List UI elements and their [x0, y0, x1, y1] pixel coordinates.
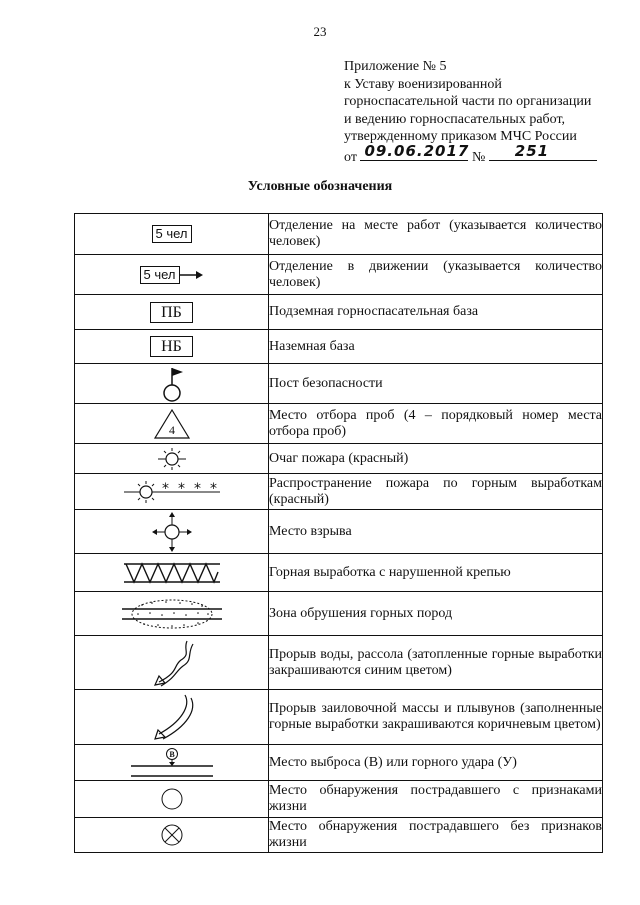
legend-symbol-cell [75, 444, 269, 474]
legend-symbol-cell [75, 510, 269, 554]
legend-row [75, 474, 603, 510]
squad-moving-icon [140, 266, 204, 284]
squad-at-work-icon: 5 чел [152, 225, 192, 243]
legend-symbol-cell [75, 255, 269, 295]
legend-row [75, 404, 603, 444]
legend-table [74, 213, 603, 853]
squad-label: 5 чел [140, 266, 180, 284]
water-breakthrough-icon [147, 638, 197, 688]
date-field [360, 142, 470, 161]
legend-description: Отделение на месте работ (указывается количество человек) [269, 214, 603, 255]
sampling-point-icon [152, 407, 192, 441]
legend-row [75, 255, 603, 295]
legend-symbol-cell [75, 745, 269, 781]
appendix-line: Приложение № 5 [344, 59, 447, 74]
legend-description: Наземная база [269, 330, 603, 364]
legend-description: Место отбора проб (4 – порядковый номер места отбора проб) [269, 404, 603, 444]
handwritten-date: 09.06.2017 [364, 142, 470, 160]
appendix-line: и ведению горноспасательных работ, [344, 111, 566, 127]
legend-row [75, 330, 603, 364]
legend-row [75, 690, 603, 745]
legend-description: Распространение пожара по горным выработкам (красный) [269, 474, 603, 510]
legend-row [75, 364, 603, 404]
legend-row [75, 554, 603, 592]
legend-row [75, 510, 603, 554]
fire-source-icon [152, 446, 192, 472]
legend-row [75, 214, 603, 255]
appendix-date-line [344, 142, 629, 167]
legend-symbol-cell [75, 404, 269, 444]
document-title: Условные обозначения [247, 179, 393, 194]
broken-support-icon [124, 560, 220, 586]
legend-symbol-cell [75, 690, 269, 745]
appendix-header [344, 58, 629, 166]
legend-description: Очаг пожара (красный) [269, 444, 603, 474]
arrow-right-icon [180, 270, 204, 280]
legend-description: Отделение в движении (указывается количество человек) [269, 255, 603, 295]
legend-description: Место выброса (В) или горного удара (У) [269, 745, 603, 781]
svg-text:*: * [193, 480, 201, 497]
legend-symbol-cell [75, 781, 269, 818]
legend-symbol-cell [75, 636, 269, 690]
legend-row [75, 636, 603, 690]
legend-symbol-cell [75, 474, 269, 510]
silt-breakthrough-icon [147, 692, 197, 742]
legend-row [75, 745, 603, 781]
legend-symbol-cell [75, 554, 269, 592]
svg-text:*: * [177, 480, 185, 497]
sample-number: 4 [168, 422, 175, 437]
victim-dead-icon [159, 822, 185, 848]
legend-symbol-cell [75, 214, 269, 255]
legend-row [75, 781, 603, 818]
legend-description: Прорыв заиловочной массы и плывунов (заполненные горные выработки закрашиваются коричневым цветом) [269, 690, 603, 745]
appendix-line: утвержденному приказом МЧС России [344, 129, 577, 144]
appendix-line: горноспасательной части по организации [344, 94, 592, 109]
legend-symbol-cell [75, 295, 269, 330]
outburst-site-icon [127, 747, 217, 779]
collapse-zone-icon [122, 597, 222, 631]
legend-description: Зона обрушения горных пород [269, 592, 603, 636]
explosion-site-icon [150, 511, 194, 553]
svg-text:*: * [161, 480, 169, 497]
legend-symbol-cell [75, 330, 269, 364]
legend-symbol-cell [75, 818, 269, 853]
legend-row [75, 444, 603, 474]
number-prefix: № [471, 149, 486, 165]
legend-description: Подземная горноспасательная база [269, 295, 603, 330]
legend-row [75, 818, 603, 853]
date-prefix: от [344, 149, 357, 165]
handwritten-number: 251 [514, 142, 550, 160]
surface-base-icon: НБ [150, 336, 193, 357]
underground-base-icon: ПБ [150, 302, 193, 323]
legend-description: Горная выработка с нарушенной крепью [269, 554, 603, 592]
number-field [489, 142, 597, 161]
legend-symbol-cell [75, 364, 269, 404]
outburst-letter: В [168, 749, 175, 759]
legend-description: Место взрыва [269, 510, 603, 554]
page-number: 23 [313, 24, 327, 39]
legend-row [75, 592, 603, 636]
fire-spread-icon [122, 479, 222, 505]
legend-symbol-cell [75, 592, 269, 636]
legend-description: Место обнаружения пострадавшего без признаков жизни [269, 818, 603, 853]
victim-alive-icon [159, 786, 185, 812]
legend-description: Пост безопасности [269, 364, 603, 404]
svg-text:*: * [209, 480, 217, 497]
safety-post-icon [157, 366, 187, 402]
legend-description: Прорыв воды, рассола (затопленные горные выработки закрашиваются синим цветом) [269, 636, 603, 690]
legend-row [75, 295, 603, 330]
legend-description: Место обнаружения пострадавшего с признаками жизни [269, 781, 603, 818]
appendix-line: к Уставу военизированной [344, 76, 502, 92]
